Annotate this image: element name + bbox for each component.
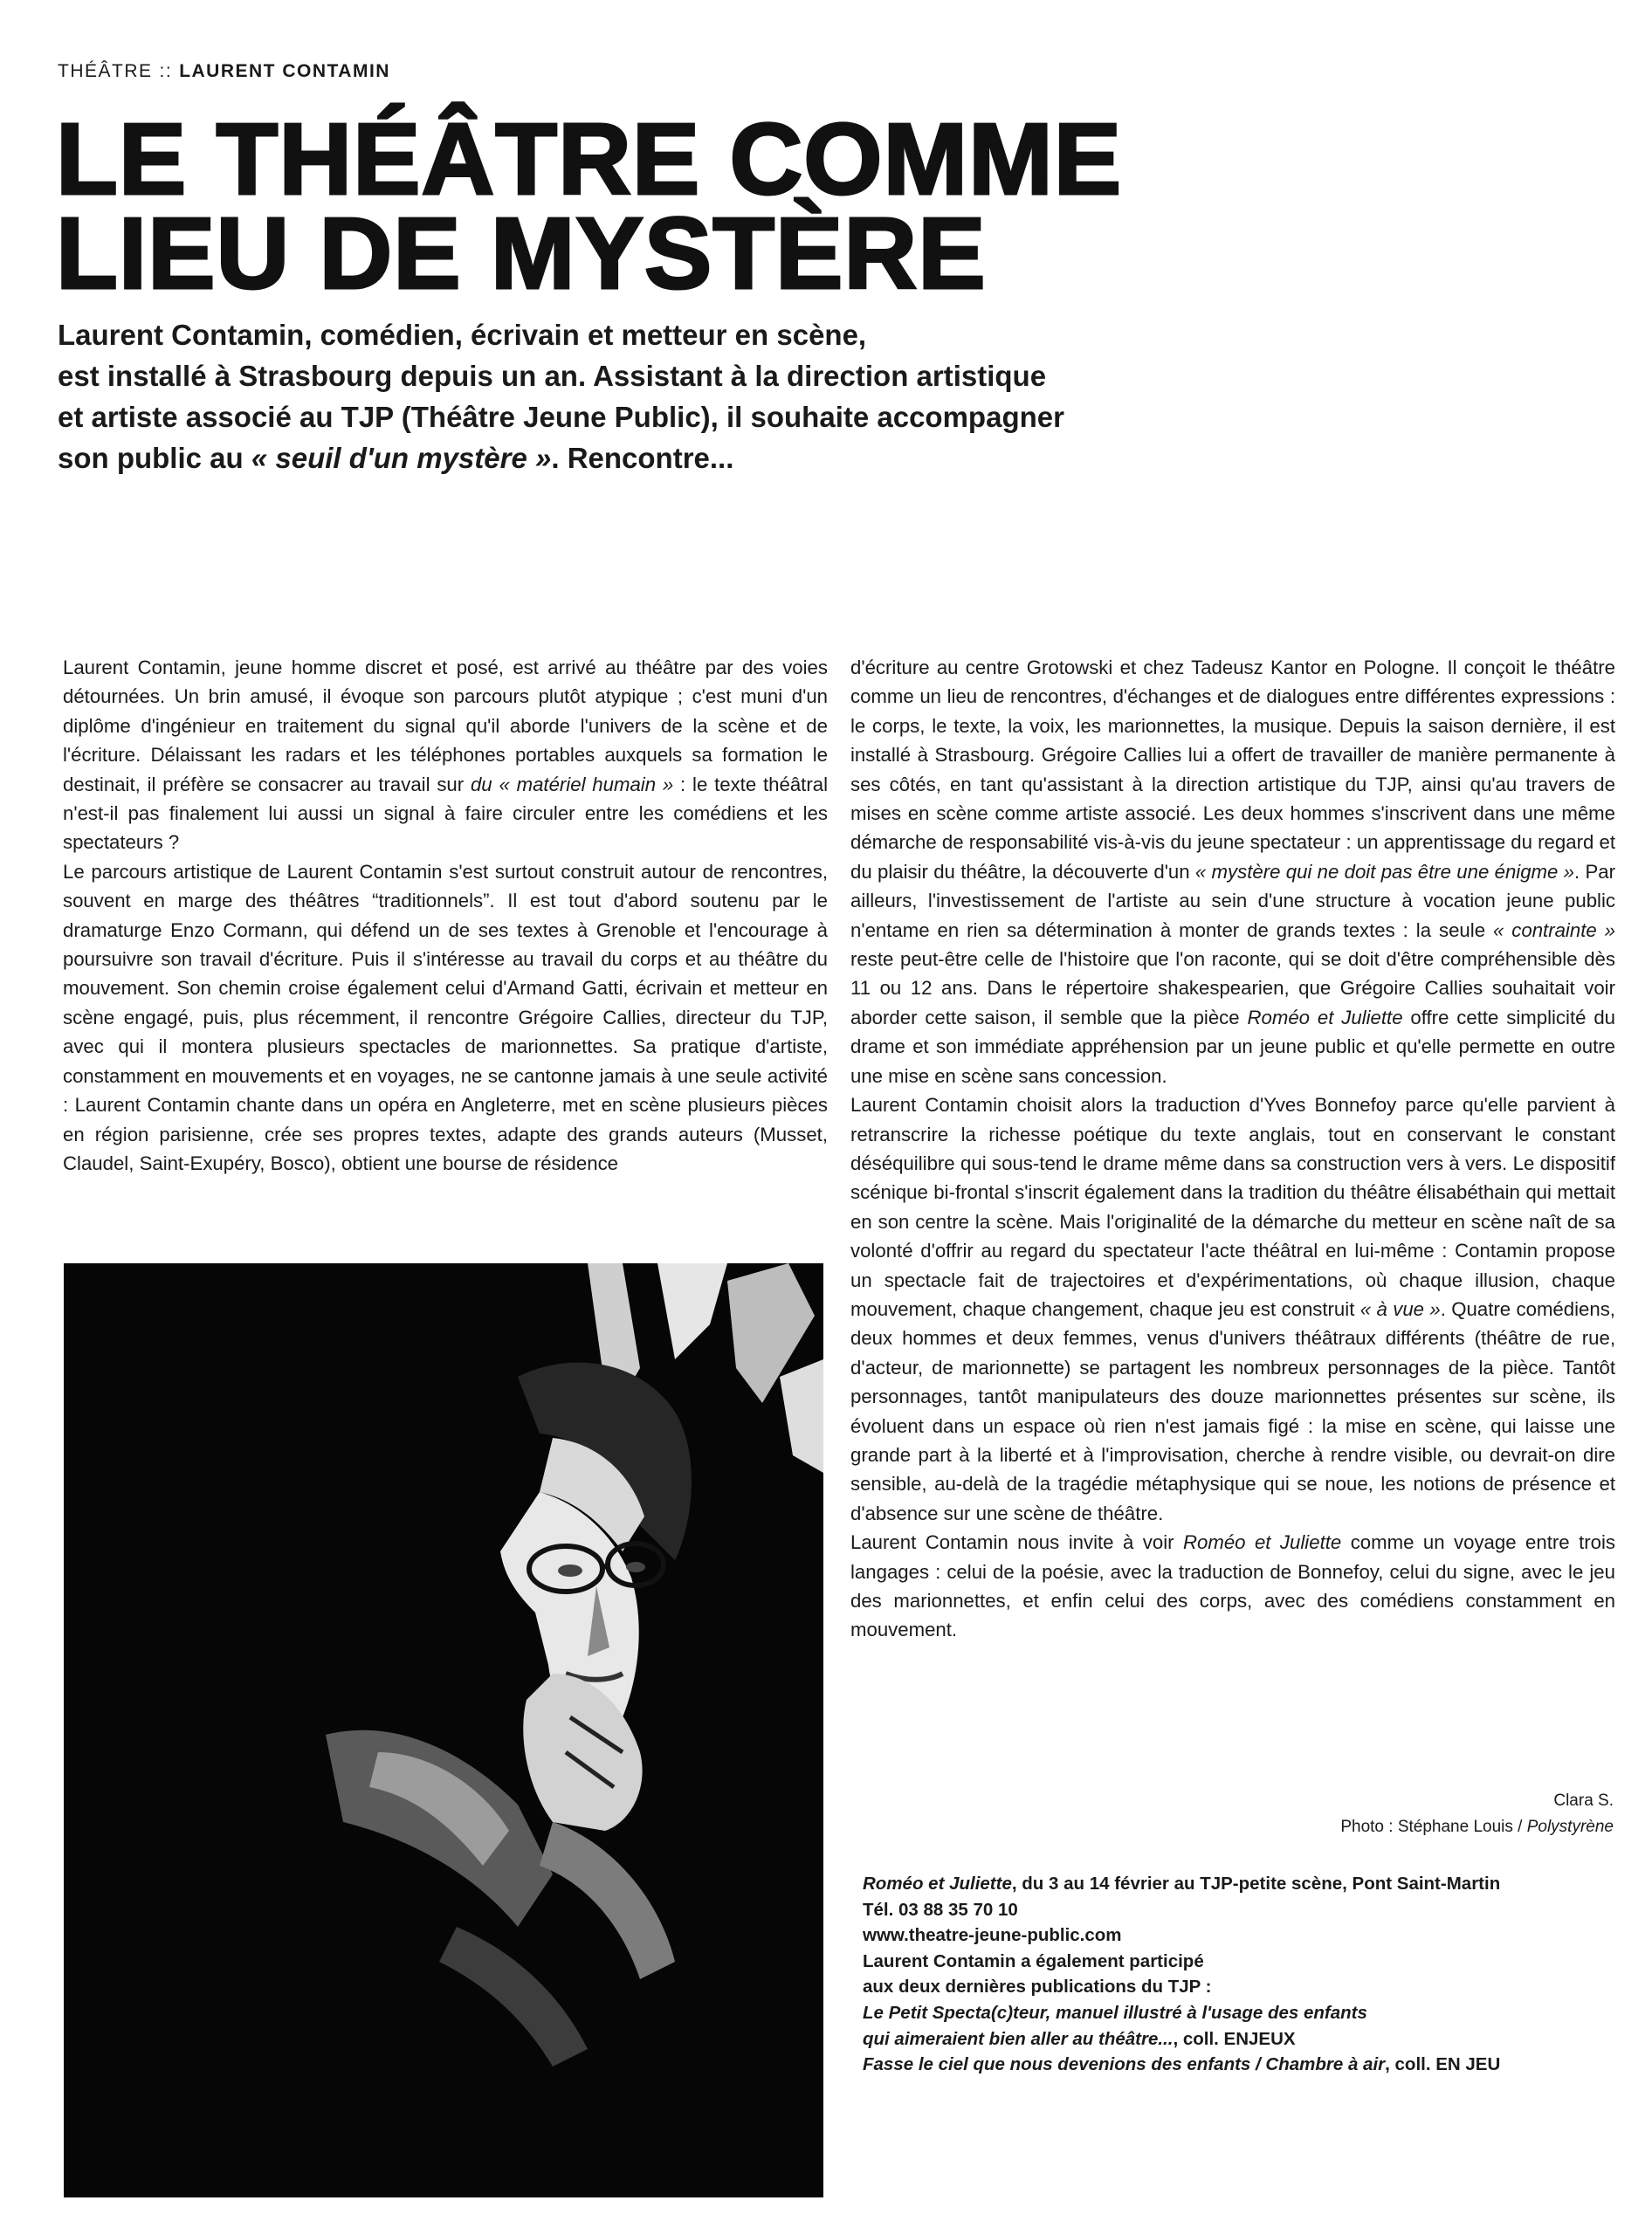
lead-line-3: et artiste associé au TJP (Théâtre Jeune Public), il souhaite accompagner bbox=[58, 401, 1064, 433]
p3-quote: « à vue » bbox=[1359, 1297, 1441, 1320]
lead-line-4-start: son public au bbox=[58, 442, 251, 474]
publication-1-line-2 bbox=[863, 2026, 1631, 2053]
p2-cont-text: d'écriture au centre Grotowski et chez Tadeusz Kantor en Pologne. Il conçoit le théâtre comme un lieu de rencontres, d'échanges et de dialogues entre différentes expressions : le corps, le texte, la voix, les marionnettes, la musique. Depuis la saison dernière, il est installé à Strasbourg. Grégoire Callies lui a offert de travailler de manière permanente à ses côtés, en tant qu'assistant à la direction artistique du TJP, ainsi qu'au travers de mises en scène comme artiste associé. Les deux hommes s'inscrivent dans une même démarche de responsabilité vis-à-vis du jeune spectateur : un apprentissage du regard et du plaisir du théâtre, la découverte d'un bbox=[850, 657, 1615, 883]
rubric-author: LAURENT CONTAMIN bbox=[179, 61, 390, 81]
publication-1-collection: , coll. ENJEUX bbox=[1173, 2028, 1296, 2049]
p2-quote: « mystère qui ne doit pas être une énigme » bbox=[1194, 860, 1575, 883]
photo-credit-agency: Polystyrène bbox=[1526, 1818, 1614, 1836]
p2-text-d: offre cette simplicité du drame et son immédiate appréhension par un jeune public et qu'elle permette en outre une mise en scène sans concession. bbox=[850, 1006, 1615, 1087]
p1-quote: du « matériel humain » bbox=[470, 773, 674, 795]
show-phone: Tél. 03 88 35 70 10 bbox=[863, 1899, 1018, 1920]
article-paragraph-2: Le parcours artistique de Laurent Contamin s'est surtout construit autour de rencontres, souvent en marge des théâtres “traditionnels”. Il est tout d'abord soutenu par le dramaturge Enzo Cormann, qui défend un de ses textes à Grenoble et l'encourage à poursuivre son travail d'écriture. Puis il s'intéresse au travail du corps et au théâtre du mouvement. Son chemin croise également celui d'Armand Gatti, écrivain et metteur en scène engagé, puis, plus récemment, il rencontre Grégoire Callies, directeur du TJP, avec qui il montera plusieurs spectacles de marionnettes. Sa pratique d'artiste, constamment en mouvements et en voyages, ne se cantonne jamais à une seule activité : Laurent Contamin chante dans un opéra en Angleterre, met en scène plusieurs pièces en région parisienne, crée ses propres textes, adapte des grands auteurs (Musset, Claudel, Saint-Exupéry, Bosco), obtient une bourse de résidence bbox=[63, 860, 828, 1174]
p1-text-a: Laurent Contamin, jeune homme discret et posé, est arrivé au théâtre par des voies détournées. Un brin amusé, il évoque son parcours plutôt atypique ; c'est muni d'un diplôme d'ingénieur en traitement du signal qu'il aborde l'univers de la scène et de l'écriture. Délaissant les radars et les téléphones portables auxquels sa formation le destinait, il préfère se consacrer au travail sur bbox=[63, 657, 828, 795]
rubric-separator: :: bbox=[159, 61, 173, 81]
headline-line-1: LE THÉÂTRE COMME bbox=[56, 102, 1123, 216]
photo-credit bbox=[1240, 1818, 1614, 1837]
publication-2-collection: , coll. EN JEU bbox=[1385, 2054, 1501, 2075]
show-info-box bbox=[863, 1871, 1631, 2078]
publication-1-line-1 bbox=[863, 2000, 1631, 2026]
publication-1-title-b: qui aimeraient bien aller au théâtre... bbox=[863, 2028, 1174, 2049]
lead-line-4 bbox=[58, 437, 1228, 478]
article-paragraph-4 bbox=[850, 1528, 1615, 1645]
publication-1-title-a: Le Petit Specta(c)teur, manuel illustré à l'usage des enfants bbox=[863, 2002, 1367, 2023]
headline-line-2: LIEU DE MYSTÈRE bbox=[56, 196, 987, 310]
show-line bbox=[863, 1871, 1631, 1897]
article-headline bbox=[56, 102, 1191, 310]
p4-play-title: Roméo et Juliette bbox=[1182, 1531, 1342, 1554]
article-paragraph-3 bbox=[850, 1090, 1615, 1528]
article-lead bbox=[58, 314, 1228, 478]
show-website[interactable]: www.theatre-jeune-public.com bbox=[863, 1925, 1122, 1946]
portrait-photo bbox=[64, 1263, 823, 2197]
show-details: , du 3 au 14 février au TJP-petite scène, Pont Saint-Martin bbox=[1011, 1874, 1501, 1894]
p4-text-b: comme un voyage entre trois langages : celui de la poésie, avec la traduction de Bonnefoy, celui du signe, avec le jeu des marionnettes, et enfin celui des corps, avec des comédiens constamment en mouvement. bbox=[850, 1531, 1615, 1641]
portrait-image bbox=[64, 1263, 823, 2197]
note-line-2: aux deux dernières publications du TJP : bbox=[863, 1977, 1212, 1998]
lead-line-2: est installé à Strasbourg depuis un an. Assistant à la direction artistique bbox=[58, 360, 1047, 392]
p3-text-a: Laurent Contamin choisit alors la traduction d'Yves Bonnefoy parce qu'elle parvient à retranscrire la richesse poétique du texte anglais, tout en conservant le constant déséquilibre qui sous-tend le drame même dans sa construction vers à vers. Le dispositif scénique bi-frontal s'inscrit également dans la tradition du théâtre élisabéthain qui mettait en son centre la scène. Mais l'originalité de la démarche du metteur en scène naît de sa volonté d'offrir au regard du spectateur l'acte théâtral en lui-même : Contamin propose un spectacle fait de trajectoires et d'expérimentations, où chaque illusion, chaque mouvement, chaque changement, chaque jeu est construit bbox=[850, 1094, 1615, 1320]
p2-quote-2: « contrainte » bbox=[1492, 918, 1615, 941]
article-paragraph-2-continued bbox=[850, 653, 1615, 1090]
lead-quote: « seuil d'un mystère » bbox=[251, 442, 552, 474]
photo-credit-label: Photo : Stéphane Louis / bbox=[1340, 1818, 1527, 1836]
note-line-1: Laurent Contamin a également participé bbox=[863, 1950, 1204, 1971]
article-paragraph-1 bbox=[63, 653, 828, 857]
rubric-section: THÉÂTRE bbox=[58, 61, 153, 81]
section-rubric bbox=[58, 61, 390, 82]
author-signature: Clara S. bbox=[1553, 1791, 1614, 1810]
p1-text-b: : le texte théâtral n'est-il pas finalement lui aussi un signal à faire circuler entre les comédiens et les spectateurs ? bbox=[63, 773, 828, 854]
article-column-right bbox=[850, 653, 1615, 1645]
p2-play-title: Roméo et Juliette bbox=[1247, 1006, 1403, 1028]
p3-text-b: . Quatre comédiens, deux hommes et deux femmes, venus d'univers théâtraux différents (théâtre de rue, d'acteur, de marionnette) se partagent les nombreux personnages de la pièce. Tantôt personnages, tantôt manipulateurs des douze marionnettes présentes sur scène, ils évoluent dans un espace où rien n'est jamais figé : la mise en scène, qui laisse une grande part à la liberté et à l'improvisation, cherche à rendre visible, ou devrait-on dire sensible, au-delà de la tragédie métaphysique qui se noue, les notions de présence et d'absence sur une scène de théâtre. bbox=[850, 1297, 1615, 1524]
publication-2-line bbox=[863, 2052, 1631, 2078]
lead-line-4-end: . Rencontre... bbox=[551, 442, 734, 474]
publication-2-title: Fasse le ciel que nous devenions des enfants / Chambre à air bbox=[863, 2054, 1386, 2075]
article-column-left bbox=[63, 653, 828, 1178]
p2-text-b: . Par ailleurs, l'investissement de l'artiste au sein d'une structure à vocation jeune public n'entame en rien sa détermination à monter de grands textes : la seule bbox=[850, 860, 1616, 941]
p4-text-a: Laurent Contamin nous invite à voir bbox=[850, 1531, 1183, 1554]
p2-text-c: reste peut-être celle de l'histoire que l'on raconte, qui se doit d'être compréhensible dès 11 ou 12 ans. Dans le répertoire shakespearien, que Grégoire Callies souhaitait voir aborder cette saison, il semble que la pièce bbox=[850, 948, 1615, 1028]
show-title: Roméo et Juliette bbox=[863, 1874, 1012, 1894]
lead-line-1: Laurent Contamin, comédien, écrivain et metteur en scène, bbox=[58, 319, 867, 351]
